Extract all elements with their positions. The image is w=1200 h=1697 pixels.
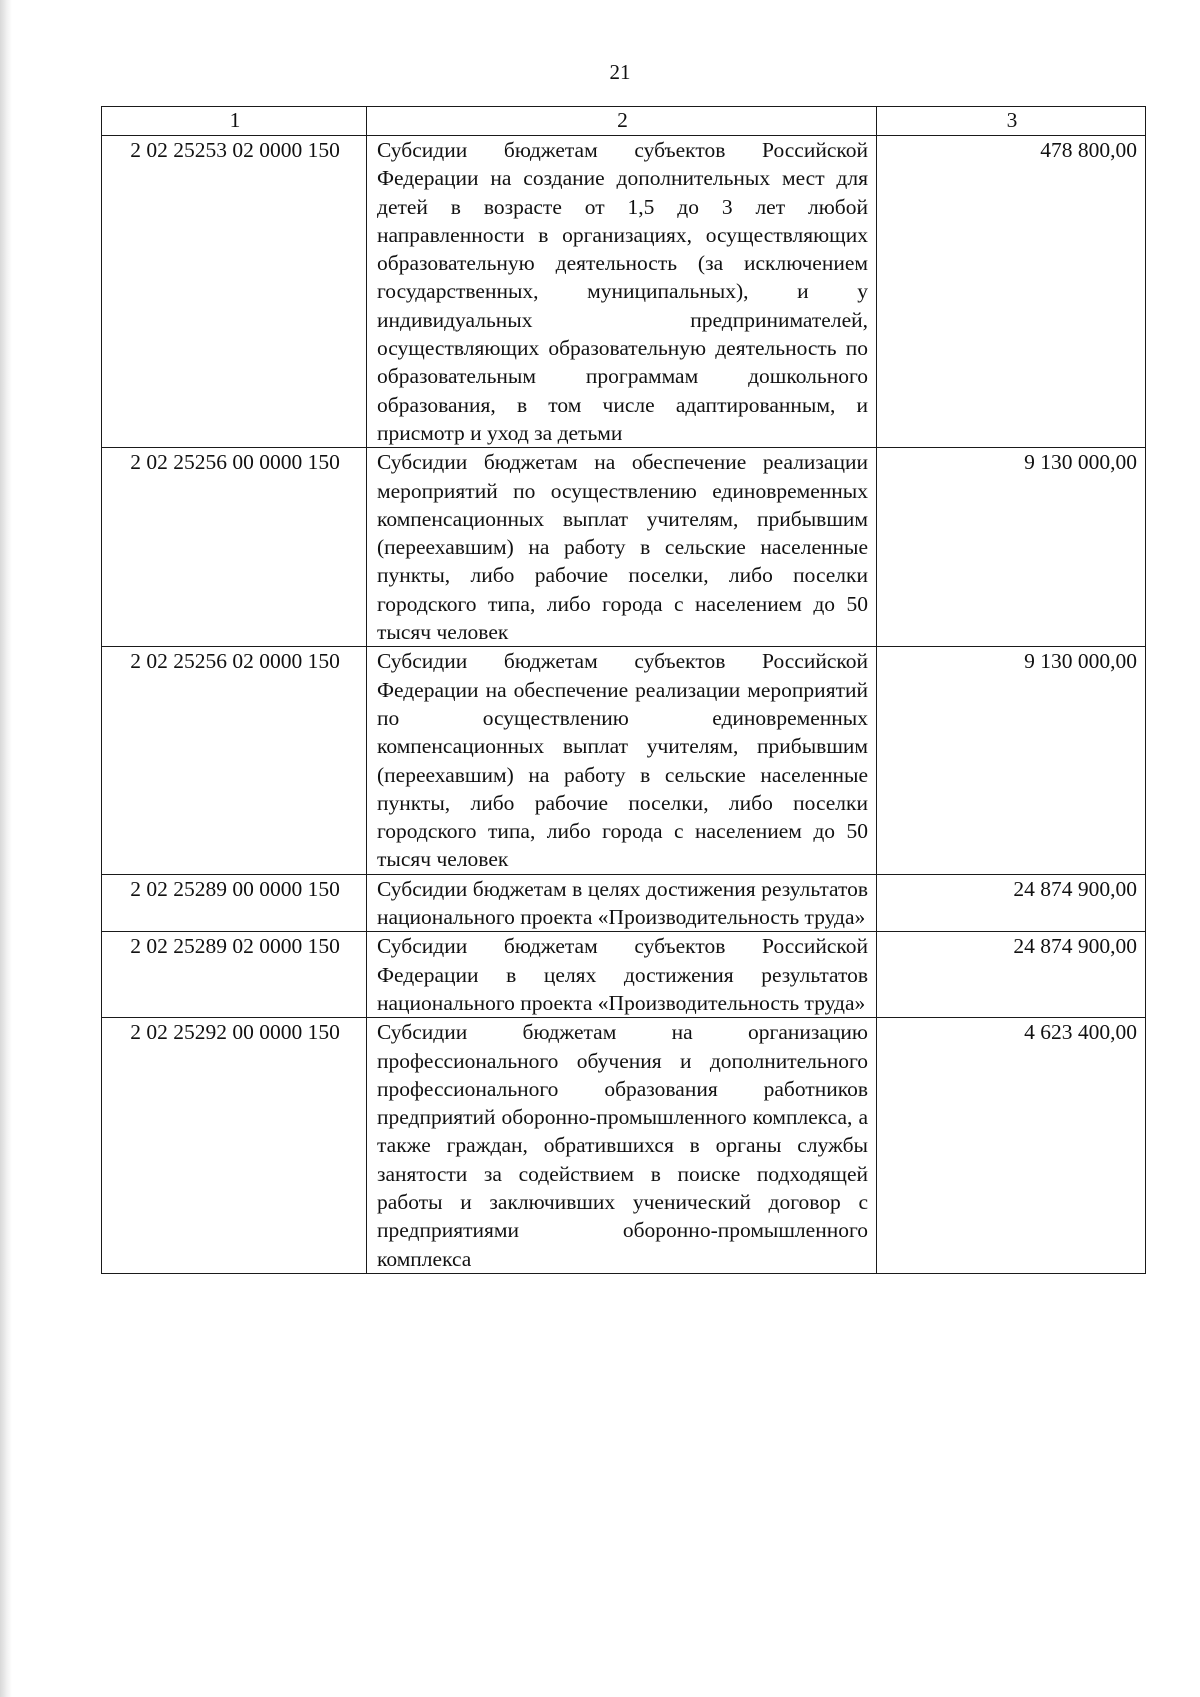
table-header-row	[102, 107, 1146, 136]
budget-code-cell: 2 02 25256 02 0000 150	[102, 647, 367, 874]
column-header-code: 1	[102, 107, 367, 136]
column-header-description: 2	[367, 107, 877, 136]
page-number: 21	[609, 60, 631, 84]
column-header-amount: 3	[877, 107, 1146, 136]
table-row	[102, 932, 1146, 1018]
description-cell: Субсидии бюджетам в целях достижения результатов национального проекта «Производительность труда»	[367, 874, 877, 932]
budget-code-cell: 2 02 25289 02 0000 150	[102, 932, 367, 1018]
table-row	[102, 874, 1146, 932]
budget-table	[101, 106, 1146, 1274]
table-row	[102, 136, 1146, 448]
budget-code-cell: 2 02 25256 00 0000 150	[102, 448, 367, 647]
description-cell: Субсидии бюджетам на организацию профессионального обучения и дополнительного профессионального образования работников предприятий оборонно-промышленного комплекса, а также граждан, обратившихся в органы службы занятости за содействием в поиске подходящей работы и заключивших ученический договор с предприятиями оборонно-промышленного комплекса	[367, 1018, 877, 1274]
amount-cell: 478 800,00	[877, 136, 1146, 448]
budget-code-cell: 2 02 25292 00 0000 150	[102, 1018, 367, 1274]
description-cell: Субсидии бюджетам субъектов Российской Федерации в целях достижения результатов национального проекта «Производительность труда»	[367, 932, 877, 1018]
amount-cell: 24 874 900,00	[877, 874, 1146, 932]
amount-cell: 4 623 400,00	[877, 1018, 1146, 1274]
amount-cell: 9 130 000,00	[877, 448, 1146, 647]
description-cell: Субсидии бюджетам субъектов Российской Федерации на обеспечение реализации мероприятий по осуществлению единовременных компенсационных выплат учителям, прибывшим (переехавшим) на работу в сельские населенные пункты, либо рабочие поселки, либо поселки городского типа, либо города с населением до 50 тысяч человек	[367, 647, 877, 874]
description-cell: Субсидии бюджетам субъектов Российской Федерации на создание дополнительных мест для детей в возрасте от 1,5 до 3 лет любой направленности в организациях, осуществляющих образовательную деятельность (за исключением государственных, муниципальных), и у индивидуальных предпринимателей, осуществляющих образовательную деятельность по образовательным программам дошкольного образования, в том числе адаптированным, и присмотр и уход за детьми	[367, 136, 877, 448]
amount-cell: 24 874 900,00	[877, 932, 1146, 1018]
table-row	[102, 1018, 1146, 1274]
budget-code-cell: 2 02 25253 02 0000 150	[102, 136, 367, 448]
table-row	[102, 448, 1146, 647]
budget-code-cell: 2 02 25289 00 0000 150	[102, 874, 367, 932]
description-cell: Субсидии бюджетам на обеспечение реализации мероприятий по осуществлению единовременных компенсационных выплат учителям, прибывшим (переехавшим) на работу в сельские населенные пункты, либо рабочие поселки, либо поселки городского типа, либо города с населением до 50 тысяч человек	[367, 448, 877, 647]
scan-edge-shadow	[0, 0, 12, 1697]
amount-cell: 9 130 000,00	[877, 647, 1146, 874]
table-row	[102, 647, 1146, 874]
